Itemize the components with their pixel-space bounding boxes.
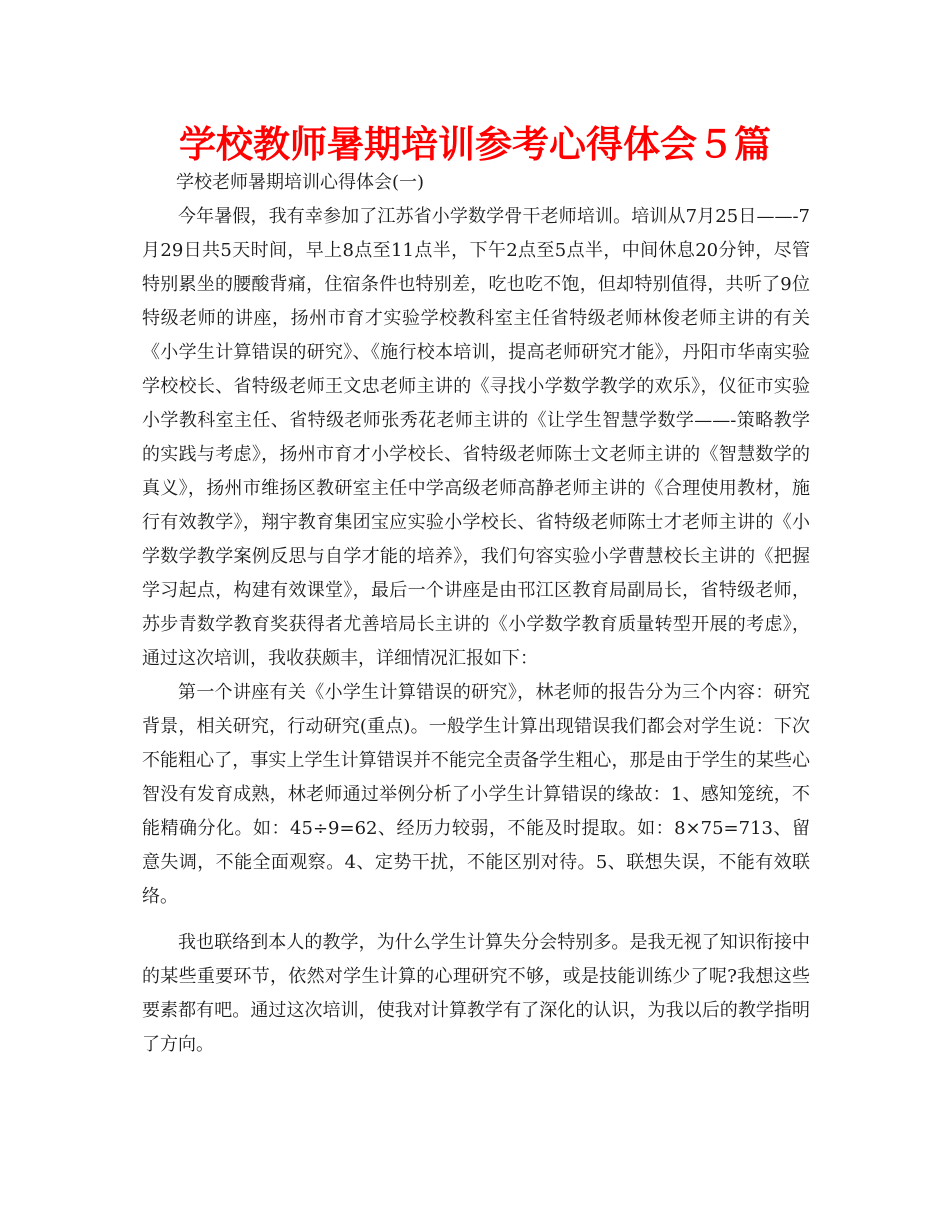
paragraph-2: 第一个讲座有关《小学生计算错误的研究》，林老师的报告分为三个内容：研究背景，相关研究，行动研究(重点)。一般学生计算出现错误我们都会对学生说：下次不能粗心了，事实上学生计算错误并不能完全责备学生粗心，那是由于学生的某些心智没有发育成熟，林老师通过举例分析了小学生计算错误的缘故：1、感知笼统，不能精确分化。如：45÷9=62、经历力较弱，不能及时提取。如：8×75=713、留意失调，不能全面观察。4、定势干扰，不能区别对待。5、联想失误，不能有效联络。 (142, 682, 810, 907)
document-body (142, 166, 810, 1062)
section-subtitle: 学校老师暑期培训心得体会(一) (176, 172, 425, 193)
paragraph-3: 我也联络到本人的教学，为什么学生计算失分会特别多。是我无视了知识衔接中的某些重要环节，依然对学生计算的心理研究不够，或是技能训练少了呢?我想这些要素都有吧。通过这次培训，使我对计算教学有了深化的认识，为我以后的教学指明了方向。 (142, 932, 810, 1055)
paragraph-1: 今年暑假，我有幸参加了江苏省小学数学骨干老师培训。培训从7月25日——-7月29日共5天时间，早上8点至11点半，下午2点至5点半，中间休息20分钟，尽管特别累坐的腰酸背痛，住宿条件也特别差，吃也吃不饱，但却特别值得，共听了9位特级老师的讲座，扬州市育才实验学校教科室主任省特级老师林俊老师主讲的有关《小学生计算错误的研究》、《施行校本培训，提高老师研究才能》，丹阳市华南实验学校校长、省特级老师王文忠老师主讲的《寻找小学数学教学的欢乐》，仪征市实验小学教科室主任、省特级老师张秀花老师主讲的《让学生智慧学数学——-策略教学的实践与考虑》，扬州市育才小学校长、省特级老师陈士文老师主讲的《智慧数学的真义》，扬州市维扬区教研室主任中学高级老师高静老师主讲的《合理使用教材，施行有效教学》，翔宇教育集团宝应实验小学校长、省特级老师陈士才老师主讲的《小学数学教学案例反思与自学才能的培养》，我们句容实验小学曹慧校长主讲的《把握学习起点，构建有效课堂》，最后一个讲座是由邗江区教育局副局长，省特级老师，苏步青数学教育奖获得者尤善培局长主讲的《小学数学教育质量转型开展的考虑》，通过这次培训，我收获颇丰，详细情况汇报如下： (142, 206, 810, 669)
document-title: 学校教师暑期培训参考心得体会５篇 (179, 123, 771, 166)
